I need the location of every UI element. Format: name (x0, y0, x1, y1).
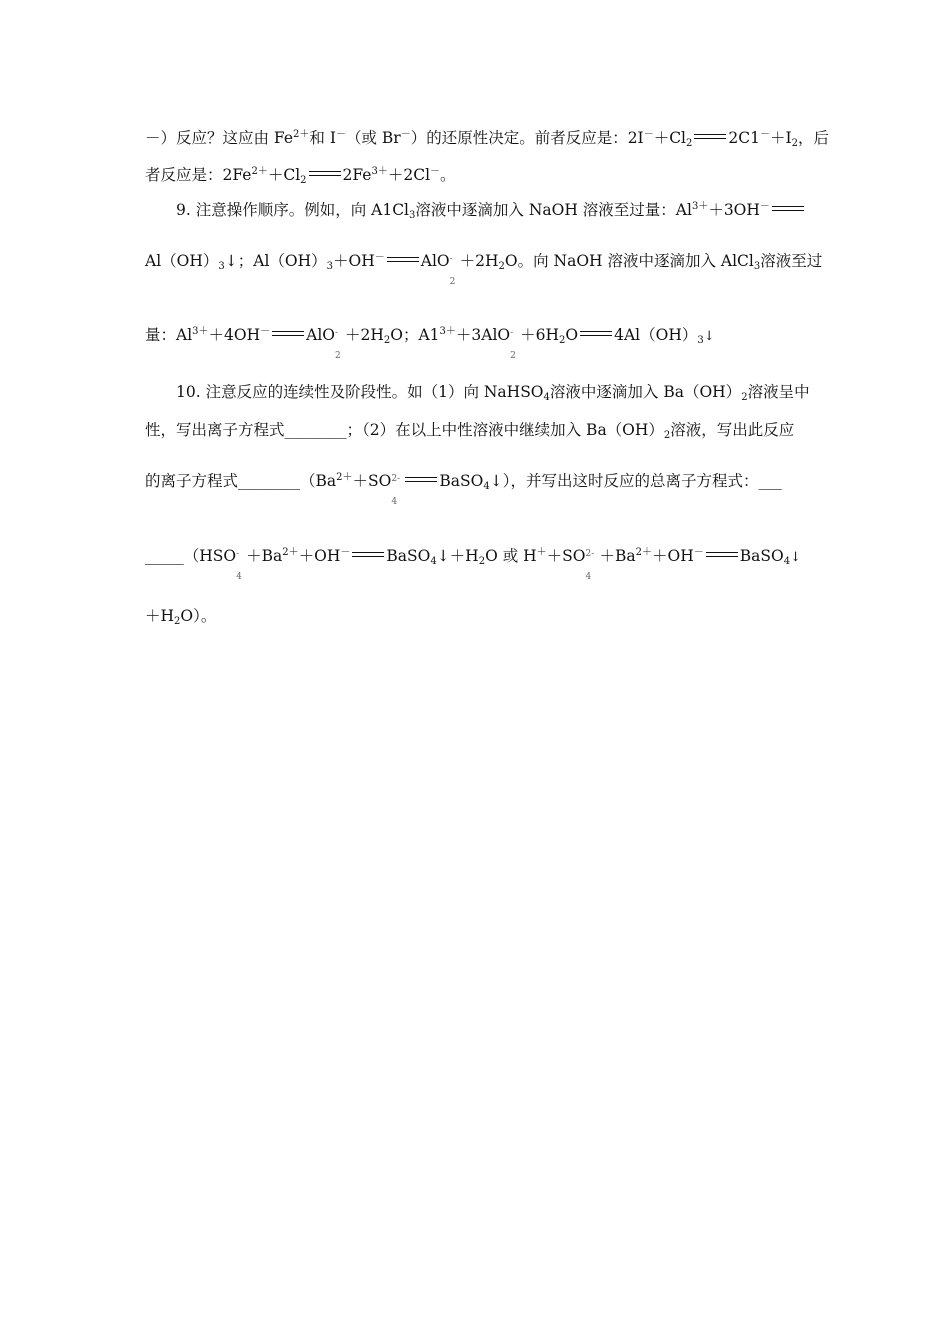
subscript: 2 (791, 138, 798, 149)
subscript: 2 (383, 335, 391, 346)
superscript: 3＋ (439, 326, 456, 337)
text: ＋Ba (599, 547, 636, 565)
sulfate-ion (352, 471, 401, 507)
text: O (565, 326, 579, 344)
subscript: 2 (478, 556, 486, 567)
equals-arrow (694, 134, 726, 139)
subscript: 4 (430, 556, 437, 567)
superscript: － (759, 129, 770, 140)
superscript: － (400, 129, 411, 140)
text: －）反应？这应由 Fe (145, 129, 294, 147)
text: Al（OH） (145, 252, 219, 270)
equals-arrow (352, 552, 384, 557)
text: 2C1 (728, 129, 760, 147)
superscript: － (335, 129, 346, 140)
superscript: － (340, 547, 351, 558)
text-line-9 (145, 546, 807, 582)
text: （或 Br (345, 129, 401, 147)
text-line-8 (145, 471, 807, 507)
equals-arrow (772, 206, 804, 211)
subscript: 2 (300, 175, 307, 186)
subscript: 3 (218, 261, 225, 272)
text: ＋4OH (208, 326, 261, 344)
ion-charge: - (236, 549, 240, 559)
subscript: 2 (174, 616, 181, 627)
superscript: － (693, 547, 704, 558)
text: ↓；Al（OH） (224, 252, 327, 270)
superscript: 2＋ (282, 547, 299, 558)
sulfate-ion (546, 546, 595, 582)
text: BaSO (386, 547, 431, 565)
text: ＋H (145, 607, 175, 625)
superscript: 3＋ (371, 166, 388, 177)
text: 性，写出离子方程式 (145, 421, 285, 439)
text: 溶液至过 (760, 252, 823, 270)
ion-subscript: 2 (334, 351, 341, 361)
text: （Ba (300, 472, 337, 490)
text: 溶液中逐滴加入 NaOH 溶液至过量：Al (415, 201, 692, 219)
text: 溶液呈中 (747, 383, 810, 401)
text: ＋2H (344, 326, 384, 344)
text: 。 (440, 166, 456, 184)
subscript: 3 (409, 210, 416, 221)
text: ＋Ba (246, 547, 283, 565)
text-line-2 (145, 165, 807, 185)
text: 4Al（OH） (614, 326, 698, 344)
subscript: 3 (326, 261, 334, 272)
text-line-5 (145, 325, 807, 361)
text: 者反应是：2Fe (145, 166, 252, 184)
text: O。向 NaOH 溶液中逐滴加入 AlCl (504, 252, 754, 270)
subscript: 3 (697, 335, 704, 346)
aluminate-ion (420, 251, 456, 287)
text-line-6 (176, 382, 810, 403)
equals-arrow (405, 477, 437, 482)
text: 溶液中逐滴加入 Ba（OH） (549, 383, 742, 401)
equals-arrow (706, 552, 738, 557)
ion-subscript: 4 (585, 572, 592, 582)
subscript: 3 (753, 261, 761, 272)
answer-blank[interactable]: ___ (758, 472, 782, 490)
bisulfate-ion (183, 546, 242, 582)
subscript: 4 (783, 556, 791, 567)
text: ）的还原性决定。前者反应是：2I (410, 129, 644, 147)
subscript: 2 (741, 392, 748, 403)
subscript: 2 (498, 261, 505, 272)
aluminate-ion (455, 325, 516, 361)
ion-subscript: 4 (236, 572, 242, 582)
ion-formula: ＋SO (546, 547, 586, 565)
subscript: 2 (663, 430, 671, 441)
equals-arrow (272, 331, 304, 336)
equals-arrow (309, 171, 341, 176)
text: ＋3OH (708, 201, 760, 219)
text: O）。 (180, 607, 217, 625)
ion-charge: - (510, 328, 514, 338)
text: ；（2）在以上中性溶液中继续加入 Ba（OH） (346, 421, 664, 439)
text: ，后 (797, 129, 829, 147)
text: ＋OH (333, 252, 375, 270)
superscript: 2＋ (251, 166, 268, 177)
superscript: － (374, 252, 385, 263)
subscript: 4 (483, 481, 490, 492)
text-line-3 (176, 200, 807, 220)
text-line-1 (145, 128, 829, 149)
text: 10. 注意反应的连续性及阶段性。如（1）向 NaHSO (176, 383, 544, 401)
superscript: 2＋ (635, 547, 653, 558)
text: ＋Cl (653, 129, 687, 147)
subscript: 2 (686, 138, 693, 149)
text: ＋OH (652, 547, 694, 565)
superscript: 3＋ (691, 201, 709, 212)
text: 9. 注意操作顺序。例如，向 A1Cl (176, 201, 410, 219)
text: O；A1 (390, 326, 440, 344)
text-line-10 (145, 606, 807, 626)
text-line-4 (145, 251, 823, 287)
text: BaSO (739, 547, 784, 565)
text: ＋Cl (267, 166, 301, 184)
ion-formula: AlO (306, 326, 335, 344)
ion-formula: ＋SO (352, 472, 392, 490)
text-line-7 (145, 420, 807, 440)
superscript: － (260, 326, 271, 337)
text: O 或 H (485, 547, 537, 565)
down-arrow-icon: ↓ (790, 550, 801, 565)
answer-blank[interactable]: _____ (145, 547, 184, 565)
answer-blank[interactable]: ________ (284, 421, 347, 439)
text: ↓＋H (436, 547, 479, 565)
text: 和 I (309, 129, 336, 147)
aluminate-ion (306, 325, 341, 361)
equals-arrow (580, 331, 612, 336)
text: BaSO (439, 472, 484, 490)
superscript: 3＋ (192, 326, 209, 337)
equals-arrow (387, 257, 419, 262)
text: 2Fe (342, 166, 372, 184)
superscript: － (759, 201, 770, 212)
superscript: － (643, 129, 654, 140)
text: ＋OH (298, 547, 341, 565)
ion-formula: ＋3AlO (455, 326, 511, 344)
subscript: 4 (543, 392, 550, 403)
down-arrow-icon: ↓ (703, 329, 715, 344)
text: 量：Al (145, 326, 193, 344)
superscript: 2＋ (293, 129, 310, 140)
text: ＋I (769, 129, 792, 147)
answer-blank[interactable]: ________ (238, 472, 301, 490)
superscript: － (430, 166, 441, 177)
text: ＋2Cl (387, 166, 431, 184)
superscript: ＋ (536, 547, 547, 558)
ion-subscript: 4 (391, 497, 398, 507)
ion-charge: 2- (391, 474, 401, 484)
ion-formula: AlO (420, 252, 450, 270)
ion-charge: - (449, 254, 453, 264)
ion-charge: - (334, 328, 339, 338)
text: 溶液，写出此反应 (670, 421, 795, 439)
text: ＋2H (459, 252, 499, 270)
text: ↓），并写出这时反应的总离子方程式： (489, 472, 759, 490)
subscript: 2 (559, 335, 566, 346)
text: ＋6H (520, 326, 560, 344)
ion-formula: （HSO (183, 547, 237, 565)
superscript: 2＋ (336, 472, 353, 483)
ion-subscript: 2 (510, 351, 516, 361)
text: 的离子方程式 (145, 472, 239, 490)
ion-charge: 2- (585, 549, 595, 559)
ion-subscript: 2 (449, 277, 456, 287)
